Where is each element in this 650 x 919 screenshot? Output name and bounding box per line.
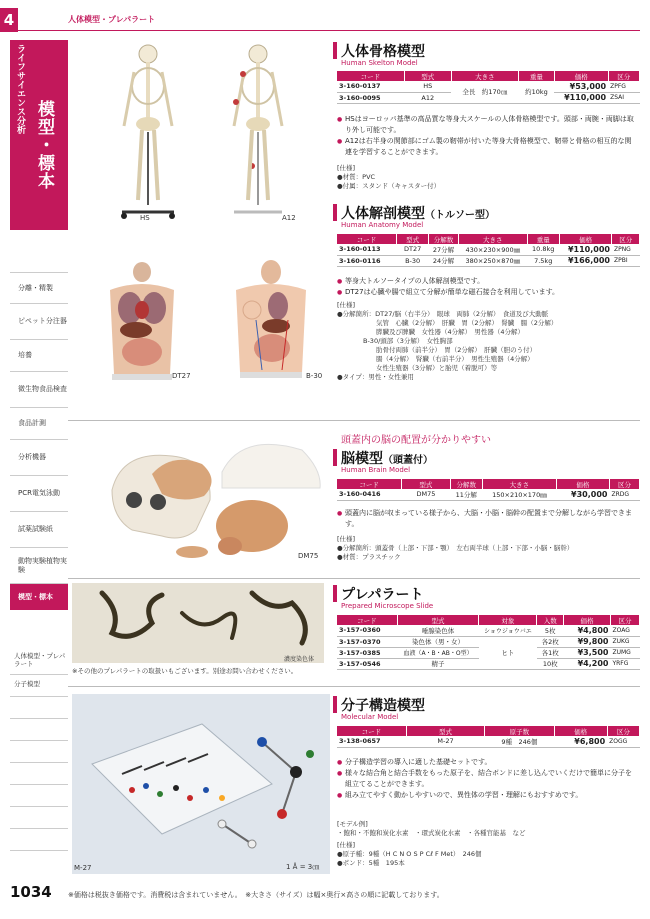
brain-price-table — [337, 479, 640, 501]
cell-size: 全長 約170㎝ — [451, 81, 518, 103]
table-row — [337, 244, 640, 255]
sidebar-item-animal[interactable]: 動物実験植物実験 — [10, 548, 68, 584]
slide-subtitle: Prepared Microscope Slide — [341, 602, 434, 610]
cell-price: ¥4,200 — [564, 658, 611, 669]
brain-dm75-image — [92, 430, 328, 570]
section-divider — [68, 578, 640, 579]
sidebar-rule-2 — [10, 718, 68, 719]
section-divider — [68, 420, 640, 421]
sidebar-rule-3 — [10, 740, 68, 741]
molecular-image — [72, 694, 330, 874]
cell-atoms: 9種 246個 — [485, 736, 554, 747]
th-price: 価格 — [564, 615, 611, 625]
sidebar-rule-6 — [10, 806, 68, 807]
th-price: 価格 — [559, 234, 612, 244]
page-header-title: 人体模型・プレパラート — [68, 15, 156, 24]
header-rule — [14, 30, 640, 31]
table-row — [337, 81, 640, 92]
brain-title — [341, 448, 433, 468]
slide-title: プレパラート — [341, 587, 424, 603]
cell-target: ショウジョウバエ — [479, 625, 537, 636]
skeleton-price-table — [337, 71, 640, 104]
anatomy-b30-image — [216, 260, 326, 380]
skeleton-a12-label: A12 — [282, 214, 296, 222]
cell-code: 3-157-0385 — [337, 647, 397, 658]
sidebar-rule-1 — [10, 696, 68, 697]
section-divider — [68, 686, 640, 687]
th-size: 大きさ — [451, 71, 518, 81]
cell-price: ¥110,000 — [559, 244, 612, 255]
sidebar-item-analysis[interactable]: 分析機器 — [10, 440, 68, 476]
cell-size: 380×250×870㎜ — [458, 255, 527, 266]
cell-parts: 24分解 — [429, 255, 459, 266]
anatomy-b30-label: B-30 — [306, 372, 323, 380]
cell-price: ¥166,000 — [559, 255, 612, 266]
anatomy-title-main: 人体解剖模型 — [341, 206, 425, 222]
cell-class: ZOAG — [610, 625, 639, 636]
sidebar-category — [10, 40, 68, 230]
sidebar-item-microbe[interactable]: 微生物食品検査 — [10, 372, 68, 408]
th-code: コード — [337, 234, 397, 244]
spec-header: [仕様] — [337, 301, 356, 309]
cell-weight: 約10kg — [518, 81, 554, 103]
cell-class: ZOGG — [607, 736, 639, 747]
sidebar-item-models[interactable]: 模型・標本 — [10, 584, 68, 610]
molecular-subtitle: Molecular Model — [341, 713, 399, 721]
spec-line: ●タイプ：男性・女性兼用 — [337, 373, 414, 381]
th-target: 対象 — [479, 615, 537, 625]
th-model: 型式 — [402, 479, 450, 489]
sidebar-category-main: 模型・標本 — [34, 100, 54, 190]
cell-model: 唾腺染色体 — [397, 625, 479, 636]
sidebar-item-culture[interactable]: 培養 — [10, 340, 68, 372]
cell-class: ZPNG — [612, 244, 640, 255]
spec-header: [仕様] — [337, 535, 356, 543]
anatomy-dt27-image — [92, 262, 192, 382]
molecular-scale-label: 1 Å = 3㎝ — [286, 863, 320, 871]
cell-weight: 7.5kg — [527, 255, 559, 266]
cell-qty: 各2枚 — [537, 636, 564, 647]
th-code: コード — [337, 479, 402, 489]
anatomy-title-small: （トルソー型） — [425, 210, 495, 221]
th-class: 区分 — [609, 479, 639, 489]
molecular-specs — [337, 820, 526, 868]
spec-header: [仕様] — [337, 841, 356, 849]
th-code: コード — [337, 71, 404, 81]
cell-class: YRFG — [610, 658, 639, 669]
th-price: 価格 — [554, 71, 608, 81]
th-weight: 重量 — [518, 71, 554, 81]
example-line: ・飽和・不飽和炭化水素 ・環式炭化水素 ・各種官能基 など — [337, 829, 526, 837]
skeleton-title: 人体骨格模型 — [341, 44, 425, 60]
spec-line: ●ボンド：5種 195本 — [337, 859, 405, 867]
cell-class: ZPFG — [608, 81, 639, 92]
anatomy-specs — [337, 301, 557, 382]
cell-price: ¥3,500 — [564, 647, 611, 658]
sidebar-item-food[interactable]: 食品計測 — [10, 408, 68, 440]
table-row — [337, 625, 640, 636]
th-model: 型式 — [397, 615, 479, 625]
cell-target: ヒト — [479, 636, 537, 669]
cell-model: 精子 — [397, 658, 479, 669]
cell-code: 3-138-0657 — [337, 736, 406, 747]
th-model: 型式 — [406, 726, 485, 736]
cell-class: ZUMG — [610, 647, 639, 658]
cell-price: ¥110,000 — [554, 92, 608, 103]
molecular-title: 分子構造模型 — [341, 698, 425, 714]
cell-price: ¥30,000 — [556, 489, 609, 500]
th-price: 価格 — [554, 726, 607, 736]
brain-dm75-label: DM75 — [298, 552, 319, 560]
th-qty: 入数 — [537, 615, 564, 625]
th-class: 区分 — [608, 71, 639, 81]
table-row — [337, 255, 640, 266]
sidebar-item-reagent[interactable]: 試薬試験紙 — [10, 512, 68, 548]
brain-title-main: 脳模型 — [341, 451, 383, 467]
cell-size: 150×210×170㎜ — [482, 489, 556, 500]
molecular-bullets — [337, 757, 637, 801]
cell-parts: 27分解 — [429, 244, 459, 255]
th-weight: 重量 — [527, 234, 559, 244]
example-header: [モデル例] — [337, 820, 368, 828]
bullet-text: ● HSはヨーロッパ基準の高品質な等身大スケールの人体骨格模型です。頭部・両腕・両脚は取り外し可能です。 — [337, 114, 637, 136]
sidebar-sub-rule — [10, 674, 68, 675]
bullet-text: ● 様々な結合角と結合手数をもった原子を、結合ボンドに差し込んでいくだけで簡単に分子を組立てることができます。 — [337, 768, 637, 790]
table-row — [337, 636, 640, 647]
spec-line: 肋骨付両肺（前半分） 胃（2分解） 肝臓（胆のう付） — [337, 346, 537, 354]
bullet-text: ● DT27は心臓や腸で組立て分解が簡単な磁石接合を利用しています。 — [337, 287, 637, 298]
sidebar-sub-molecular[interactable]: 分子模型 — [14, 680, 40, 688]
sidebar-rule-5 — [10, 784, 68, 785]
anatomy-price-table — [337, 234, 640, 267]
slide-title-bar — [333, 585, 337, 602]
footer-note: ※価格は税抜き価格です。消費税は含まれていません。 ※大きさ（サイズ）は幅×奥行×高さの順に記載しております。 — [68, 891, 444, 899]
th-price: 価格 — [556, 479, 609, 489]
th-size: 大きさ — [458, 234, 527, 244]
cell-model: DT27 — [397, 244, 429, 255]
skeleton-hs-label: HS — [140, 214, 150, 222]
cell-code: 3-160-0113 — [337, 244, 397, 255]
molecular-m27-label: M-27 — [74, 864, 92, 872]
cell-code: 3-160-0095 — [337, 92, 404, 103]
sidebar-item-pcr[interactable]: PCR電気泳動 — [10, 476, 68, 512]
spec-line: B-30/頭部（3分解） 女性胸部 — [337, 337, 453, 345]
brain-subtitle: Human Brain Model — [341, 466, 411, 474]
th-code: コード — [337, 615, 397, 625]
bullet-text: ● 頭蓋内に脳が収まっている様子から、大脳・小脳・脳幹の配置まで分解しながら学習できます。 — [337, 508, 637, 530]
skeleton-subtitle: Human Skelton Model — [341, 59, 418, 67]
cell-size: 430×230×900㎜ — [458, 244, 527, 255]
spec-line: ●材質：PVC — [337, 173, 376, 181]
th-size: 大きさ — [482, 479, 556, 489]
cell-class: ZRDG — [609, 489, 639, 500]
skeleton-hs-image — [100, 40, 200, 225]
brain-title-small: （頭蓋付） — [383, 455, 433, 466]
cell-price: ¥4,800 — [564, 625, 611, 636]
bullet-text: ● 組み立てやすく動かしやすいので、異性体の学習・理解にもおすすめです。 — [337, 790, 637, 801]
skeleton-bullets — [337, 114, 637, 158]
sidebar-item-separation[interactable]: 分離・精製 — [10, 272, 68, 304]
skeleton-a12-image — [210, 40, 310, 225]
spec-line: ●分解箇所：頭蓋骨（上部・下部・顎） 左右両半球（上部・下部・小脳・脳幹） — [337, 544, 574, 552]
brain-catch: 頭蓋内の脳の配置が分かりやすい — [341, 435, 491, 446]
cell-qty: 5枚 — [537, 625, 564, 636]
table-row — [337, 736, 640, 747]
cell-class: ZSAI — [608, 92, 639, 103]
th-model: 型式 — [404, 71, 451, 81]
cell-qty: 10枚 — [537, 658, 564, 669]
table-row — [337, 489, 640, 500]
skeleton-specs — [337, 164, 440, 191]
cell-model: HS — [404, 81, 451, 92]
spec-line: 腸（4分解） 腎臓（右前半分） 男性生殖器（4分解） — [337, 355, 534, 363]
cell-model: M-27 — [406, 736, 485, 747]
molecular-title-bar — [333, 696, 337, 713]
cell-code: 3-160-0116 — [337, 255, 397, 266]
cell-price: ¥6,800 — [554, 736, 607, 747]
th-class: 区分 — [612, 234, 640, 244]
cell-code: 3-160-0137 — [337, 81, 404, 92]
brain-specs — [337, 535, 573, 562]
skeleton-title-bar — [333, 42, 337, 59]
cell-code: 3-157-0370 — [337, 636, 397, 647]
spec-line: 気管 心臓（2分解） 肝臓 胃（2分解） 腎臓 腸（2分解） — [337, 319, 558, 327]
chapter-number: 4 — [0, 8, 18, 32]
spec-line: ●分解箇所：DT27/脳（右半分） 眼球 両肺（2分解） 食道及び大動脈 — [337, 310, 549, 318]
brain-title-bar — [333, 449, 337, 466]
anatomy-bullets — [337, 276, 637, 298]
th-parts: 分解数 — [429, 234, 459, 244]
page-number: 1034 — [10, 883, 52, 901]
spec-header: [仕様] — [337, 164, 356, 172]
spec-line: 膵臓及び脾臓 女性器（4分解） 男性器（4分解） — [337, 328, 525, 336]
th-model: 型式 — [397, 234, 429, 244]
th-code: コード — [337, 726, 406, 736]
sidebar-rule-4 — [10, 762, 68, 763]
cell-code: 3-157-0360 — [337, 625, 397, 636]
cell-class: ZPBI — [612, 255, 640, 266]
slide-price-table — [337, 615, 640, 670]
molecular-price-table — [337, 726, 640, 748]
spec-line: 女性生殖器（3分解）と胎児（着脱可）等 — [337, 364, 498, 372]
bullet-text: ● A12は右半身の関節部にゴム製の靭帯が付いた等身大骨格模型で、靭帯と骨格の相互的な関連を学習することができます。 — [337, 136, 637, 158]
th-class: 区分 — [610, 615, 639, 625]
anatomy-dt27-label: DT27 — [172, 372, 191, 380]
cell-code: 3-160-0416 — [337, 489, 402, 500]
cell-model: B-30 — [397, 255, 429, 266]
cell-class: ZUKG — [610, 636, 639, 647]
bullet-text: ● 等身大トルソータイプの人体解剖模型です。 — [337, 276, 637, 287]
slide-note: ※その他のプレパラートの取扱いもございます。別途お問い合わせください。 — [72, 667, 298, 675]
th-atoms: 原子数 — [485, 726, 554, 736]
cell-price: ¥53,000 — [554, 81, 608, 92]
spec-line: ●原子種：9種（H C N O S P Cℓ F Met） 246個 — [337, 850, 482, 858]
cell-model: DM75 — [402, 489, 450, 500]
cell-model: A12 — [404, 92, 451, 103]
cell-model: 染色体（男・女） — [397, 636, 479, 647]
cell-qty: 各1枚 — [537, 647, 564, 658]
anatomy-title — [341, 203, 495, 223]
anatomy-title-bar — [333, 204, 337, 221]
bullet-text: ● 分子構造学習の導入に適した基礎セットです。 — [337, 757, 637, 768]
cell-price: ¥9,800 — [564, 636, 611, 647]
brain-bullets — [337, 508, 637, 530]
cell-code: 3-157-0546 — [337, 658, 397, 669]
cell-weight: 10.8kg — [527, 244, 559, 255]
th-parts: 分解数 — [450, 479, 482, 489]
cell-model: 血液（A・B・AB・O型） — [397, 647, 479, 658]
sidebar-sub-human-models[interactable]: 人体模型・プレパラート — [14, 652, 66, 668]
spec-line: ●付属：スタンド（キャスター付） — [337, 182, 441, 190]
slide-image — [72, 583, 324, 663]
sidebar-rule-8 — [10, 850, 68, 851]
th-class: 区分 — [607, 726, 639, 736]
sidebar-item-pipette[interactable]: ピペット分注器 — [10, 304, 68, 340]
spec-line: ●材質：プラスチック — [337, 553, 401, 561]
anatomy-subtitle: Human Anatomy Model — [341, 221, 424, 229]
slide-image-label: 濃度染色体 — [284, 656, 315, 663]
sidebar-rule-7 — [10, 828, 68, 829]
sidebar-category-sub: ライフサイエンス分析 — [15, 44, 25, 134]
cell-parts: 11分解 — [450, 489, 482, 500]
